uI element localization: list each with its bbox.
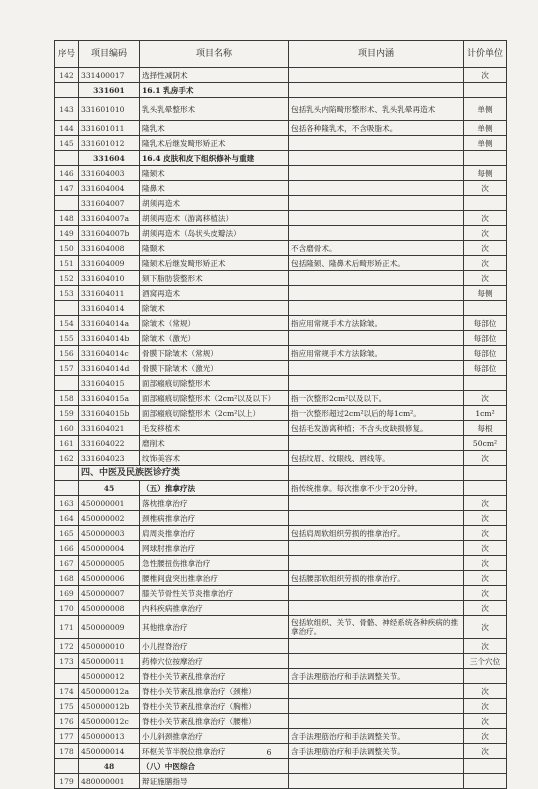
cell-item-content: 不含磨骨术。 bbox=[289, 241, 464, 256]
cell-pricing-unit: 次 bbox=[464, 226, 507, 241]
cell-item-content bbox=[289, 684, 464, 699]
cell-serial-no: 148 bbox=[55, 211, 79, 226]
cell-pricing-unit: 每部位 bbox=[464, 316, 507, 331]
table-row bbox=[55, 436, 507, 451]
cell-item-content: 包括隆颏、隆鼻术后畸形矫正术。 bbox=[289, 256, 464, 271]
cell-pricing-unit bbox=[464, 151, 507, 166]
cell-serial-no bbox=[55, 669, 79, 684]
cell-serial-no: 166 bbox=[55, 541, 79, 556]
cell-pricing-unit: 次 bbox=[464, 256, 507, 271]
cell-item-name: 内科疾病推拿治疗 bbox=[140, 601, 289, 616]
cell-item-name: 小儿捏脊治疗 bbox=[140, 639, 289, 654]
cell-item-name: 胡须再造术（游离移植法） bbox=[140, 211, 289, 226]
cell-item-code: 450000012 bbox=[79, 669, 140, 684]
section-row bbox=[55, 151, 507, 166]
table-row bbox=[55, 729, 507, 744]
cell-item-code: 331604014a bbox=[79, 316, 140, 331]
cell-pricing-unit: 1cm² bbox=[464, 406, 507, 421]
cell-item-content bbox=[289, 699, 464, 714]
cell-item-code: 450000008 bbox=[79, 601, 140, 616]
cell-item-content: 指一次整形2cm²以及以下。 bbox=[289, 391, 464, 406]
cell-item-name: 胡须再造术（岛状头皮瓣法） bbox=[140, 226, 289, 241]
cell-item-code: 450000011 bbox=[79, 654, 140, 669]
cell-item-content bbox=[289, 361, 464, 376]
cell-item-name: 隆颏术 bbox=[140, 166, 289, 181]
cell-item-content bbox=[289, 586, 464, 601]
cell-item-name: 隆颞术 bbox=[140, 241, 289, 256]
cell-pricing-unit: 次 bbox=[464, 639, 507, 654]
cell-serial-no: 143 bbox=[55, 98, 79, 121]
cell-item-name: 隆乳术后继发畸形矫正术 bbox=[140, 136, 289, 151]
table-row bbox=[55, 331, 507, 346]
cell-item-code: 331601011 bbox=[79, 121, 140, 136]
table-row bbox=[55, 496, 507, 511]
cell-serial-no: 146 bbox=[55, 166, 79, 181]
table-row bbox=[55, 286, 507, 301]
cell-serial-no: 153 bbox=[55, 286, 79, 301]
cell-item-name: 颈椎病推拿治疗 bbox=[140, 511, 289, 526]
cell-item-content bbox=[289, 714, 464, 729]
cell-serial-no: 162 bbox=[55, 451, 79, 466]
table-row bbox=[55, 301, 507, 316]
cell-pricing-unit: 次 bbox=[464, 699, 507, 714]
cell-item-name: （五）推拿疗法 bbox=[140, 481, 289, 496]
cell-item-name: 骨膜下除皱术（激光） bbox=[140, 361, 289, 376]
table-row bbox=[55, 391, 507, 406]
cell-serial-no: 142 bbox=[55, 68, 79, 83]
cell-serial-no: 173 bbox=[55, 654, 79, 669]
cell-item-code: 480000001 bbox=[79, 774, 140, 789]
cell-item-content bbox=[289, 759, 464, 774]
cell-serial-no: 150 bbox=[55, 241, 79, 256]
table-row bbox=[55, 541, 507, 556]
cell-item-code: 331604004 bbox=[79, 181, 140, 196]
cell-item-content: 含手法理筋治疗和手法调整关节。 bbox=[289, 729, 464, 744]
cell-item-content bbox=[289, 601, 464, 616]
cell-item-name: 辩证施膳指导 bbox=[140, 774, 289, 789]
cell-item-name: 网球肘推拿治疗 bbox=[140, 541, 289, 556]
cell-item-code: 331601012 bbox=[79, 136, 140, 151]
cell-pricing-unit: 次 bbox=[464, 241, 507, 256]
cell-item-name: 选择性减阴术 bbox=[140, 68, 289, 83]
table-row bbox=[55, 616, 507, 639]
cell-item-content: 包括软组织、关节、骨骼、神经系统各种疾病的推拿治疗。 bbox=[289, 616, 464, 639]
table-row bbox=[55, 376, 507, 391]
cell-pricing-unit: 50cm² bbox=[464, 436, 507, 451]
cell-item-name: 其他推拿治疗 bbox=[140, 616, 289, 639]
cell-category-title: 四、中医及民族医诊疗类 bbox=[79, 466, 289, 481]
cell-item-content bbox=[289, 774, 464, 789]
cell-pricing-unit: 每部位 bbox=[464, 346, 507, 361]
cell-serial-no: 169 bbox=[55, 586, 79, 601]
table-row bbox=[55, 241, 507, 256]
cell-item-name: 隆颏术后继发畸形矫正术 bbox=[140, 256, 289, 271]
cell-item-content: 包括腰部软组织劳损的推拿治疗。 bbox=[289, 571, 464, 586]
cell-pricing-unit: 次 bbox=[464, 601, 507, 616]
cell-serial-no bbox=[55, 759, 79, 774]
cell-item-code: 331400017 bbox=[79, 68, 140, 83]
cell-item-code: 331604003 bbox=[79, 166, 140, 181]
cell-item-code: 331604 bbox=[79, 151, 140, 166]
cell-serial-no: 163 bbox=[55, 496, 79, 511]
header-serial-no: 序号 bbox=[55, 41, 79, 68]
cell-serial-no: 155 bbox=[55, 331, 79, 346]
cell-pricing-unit: 每部位 bbox=[464, 331, 507, 346]
table-row bbox=[55, 601, 507, 616]
cell-serial-no: 167 bbox=[55, 556, 79, 571]
cell-item-name: 除皱术（激光） bbox=[140, 331, 289, 346]
cell-pricing-unit: 单侧 bbox=[464, 136, 507, 151]
cell-pricing-unit: 每侧 bbox=[464, 166, 507, 181]
cell-pricing-unit: 次 bbox=[464, 684, 507, 699]
cell-item-content: 指传统推拿。每次推拿不少于20分钟。 bbox=[289, 481, 464, 496]
cell-item-content bbox=[289, 556, 464, 571]
table-row bbox=[55, 639, 507, 654]
cell-item-content bbox=[289, 654, 464, 669]
cell-serial-no bbox=[55, 301, 79, 316]
cell-pricing-unit bbox=[464, 196, 507, 211]
cell-item-code: 331604015b bbox=[79, 406, 140, 421]
cell-item-content bbox=[289, 211, 464, 226]
cell-item-code: 450000002 bbox=[79, 511, 140, 526]
cell-item-code: 450000005 bbox=[79, 556, 140, 571]
cell-pricing-unit: 每部位 bbox=[464, 361, 507, 376]
table-row bbox=[55, 316, 507, 331]
cell-pricing-unit bbox=[464, 774, 507, 789]
cell-item-name: 膝关节骨性关节炎推拿治疗 bbox=[140, 586, 289, 601]
cell-item-code: 45 bbox=[79, 481, 140, 496]
cell-item-code: 331604014c bbox=[79, 346, 140, 361]
cell-item-name: 隆乳术 bbox=[140, 121, 289, 136]
cell-serial-no: 165 bbox=[55, 526, 79, 541]
table-row bbox=[55, 526, 507, 541]
cell-item-name: 毛发移植术 bbox=[140, 421, 289, 436]
cell-item-content bbox=[289, 271, 464, 286]
table-row bbox=[55, 774, 507, 789]
table-row bbox=[55, 181, 507, 196]
table-row bbox=[55, 571, 507, 586]
table-row bbox=[55, 136, 507, 151]
cell-serial-no bbox=[55, 481, 79, 496]
table-row bbox=[55, 256, 507, 271]
section-row bbox=[55, 481, 507, 496]
table-row bbox=[55, 421, 507, 436]
table-row bbox=[55, 166, 507, 181]
cell-item-code: 450000004 bbox=[79, 541, 140, 556]
cell-serial-no: 172 bbox=[55, 639, 79, 654]
cell-item-content bbox=[289, 541, 464, 556]
cell-item-code: 331604010 bbox=[79, 271, 140, 286]
cell-serial-no: 161 bbox=[55, 436, 79, 451]
cell-serial-no bbox=[55, 83, 79, 98]
cell-item-code: 331604011 bbox=[79, 286, 140, 301]
cell-item-content bbox=[289, 83, 464, 98]
cell-pricing-unit: 次 bbox=[464, 729, 507, 744]
cell-pricing-unit: 次 bbox=[464, 271, 507, 286]
cell-item-content bbox=[289, 511, 464, 526]
header-item-name: 项目名称 bbox=[140, 41, 289, 68]
cell-pricing-unit bbox=[464, 301, 507, 316]
cell-serial-no: 171 bbox=[55, 616, 79, 639]
cell-serial-no: 164 bbox=[55, 511, 79, 526]
cell-item-name: 急性腰扭伤推拿治疗 bbox=[140, 556, 289, 571]
cell-serial-no: 156 bbox=[55, 346, 79, 361]
cell-item-name: 酒窝再造术 bbox=[140, 286, 289, 301]
cell-pricing-unit bbox=[464, 376, 507, 391]
table-row bbox=[55, 451, 507, 466]
cell-serial-no: 151 bbox=[55, 256, 79, 271]
cell-item-code: 331604022 bbox=[79, 436, 140, 451]
cell-item-name: 环枢关节半脱位推拿治疗 bbox=[140, 744, 289, 759]
cell-item-code: 450000012a bbox=[79, 684, 140, 699]
cell-item-code: 331604007b bbox=[79, 226, 140, 241]
table-row bbox=[55, 121, 507, 136]
cell-serial-no: 152 bbox=[55, 271, 79, 286]
cell-item-code: 450000012c bbox=[79, 714, 140, 729]
cell-item-code: 331604014d bbox=[79, 361, 140, 376]
cell-serial-no: 154 bbox=[55, 316, 79, 331]
cell-item-content bbox=[289, 376, 464, 391]
cell-item-content bbox=[289, 286, 464, 301]
cell-item-content bbox=[289, 466, 464, 481]
cell-item-name: 面部瘢痕切除整形术 bbox=[140, 376, 289, 391]
table-row bbox=[55, 556, 507, 571]
cell-serial-no: 157 bbox=[55, 361, 79, 376]
cell-pricing-unit: 次 bbox=[464, 181, 507, 196]
cell-item-name: 磨削术 bbox=[140, 436, 289, 451]
cell-serial-no: 158 bbox=[55, 391, 79, 406]
cell-item-name: 药棒穴位按摩治疗 bbox=[140, 654, 289, 669]
cell-item-name: 颏下脂肪袋整形术 bbox=[140, 271, 289, 286]
cell-item-code: 331604007 bbox=[79, 196, 140, 211]
table-row bbox=[55, 68, 507, 83]
cell-item-code: 450000003 bbox=[79, 526, 140, 541]
cell-item-content bbox=[289, 166, 464, 181]
cell-item-code: 331601 bbox=[79, 83, 140, 98]
cell-pricing-unit bbox=[464, 759, 507, 774]
header-item-content: 项目内涵 bbox=[289, 41, 464, 68]
cell-pricing-unit: 次 bbox=[464, 571, 507, 586]
cell-item-code: 48 bbox=[79, 759, 140, 774]
cell-item-name: 脊柱小关节紊乱推拿治疗（胸椎） bbox=[140, 699, 289, 714]
cell-serial-no bbox=[55, 376, 79, 391]
cell-item-name: 除皱术（常规） bbox=[140, 316, 289, 331]
cell-item-name: 面部瘢痕切除整形术（2cm²以上） bbox=[140, 406, 289, 421]
cell-item-code: 450000014 bbox=[79, 744, 140, 759]
cell-item-name: 乳头乳晕整形术 bbox=[140, 98, 289, 121]
cell-item-content bbox=[289, 301, 464, 316]
cell-pricing-unit: 次 bbox=[464, 586, 507, 601]
cell-item-code: 450000009 bbox=[79, 616, 140, 639]
cell-pricing-unit: 次 bbox=[464, 526, 507, 541]
cell-item-code: 331604008 bbox=[79, 241, 140, 256]
table-row bbox=[55, 511, 507, 526]
section-row bbox=[55, 83, 507, 98]
cell-serial-no: 179 bbox=[55, 774, 79, 789]
cell-serial-no bbox=[55, 196, 79, 211]
cell-pricing-unit: 次 bbox=[464, 451, 507, 466]
cell-pricing-unit bbox=[464, 466, 507, 481]
cell-pricing-unit: 次 bbox=[464, 714, 507, 729]
cell-item-name: 肩周炎推拿治疗 bbox=[140, 526, 289, 541]
cell-item-content bbox=[289, 151, 464, 166]
cell-item-content bbox=[289, 226, 464, 241]
cell-item-code: 331604014 bbox=[79, 301, 140, 316]
cell-item-name: 纹饰美容术 bbox=[140, 451, 289, 466]
cell-item-code: 331604007a bbox=[79, 211, 140, 226]
cell-pricing-unit bbox=[464, 481, 507, 496]
cell-item-code: 331601010 bbox=[79, 98, 140, 121]
table-row bbox=[55, 346, 507, 361]
cell-item-name: 隆鼻术 bbox=[140, 181, 289, 196]
cell-item-name: 腰椎间盘突出推拿治疗 bbox=[140, 571, 289, 586]
cell-pricing-unit: 次 bbox=[464, 211, 507, 226]
cell-serial-no: 160 bbox=[55, 421, 79, 436]
table-row bbox=[55, 714, 507, 729]
cell-pricing-unit: 次 bbox=[464, 744, 507, 759]
cell-item-name: 脊柱小关节紊乱推拿治疗（腰椎） bbox=[140, 714, 289, 729]
cell-pricing-unit: 次 bbox=[464, 511, 507, 526]
cell-pricing-unit: 次 bbox=[464, 391, 507, 406]
cell-item-code: 331604021 bbox=[79, 421, 140, 436]
cell-item-name: （八）中医综合 bbox=[140, 759, 289, 774]
table-header-row bbox=[55, 41, 507, 68]
cell-pricing-unit: 次 bbox=[464, 68, 507, 83]
cell-pricing-unit: 次 bbox=[464, 541, 507, 556]
cell-item-name: 骨膜下除皱术（常规） bbox=[140, 346, 289, 361]
cell-item-name: 除皱术 bbox=[140, 301, 289, 316]
cell-serial-no: 170 bbox=[55, 601, 79, 616]
cell-item-code: 331604015 bbox=[79, 376, 140, 391]
cell-serial-no: 168 bbox=[55, 571, 79, 586]
cell-pricing-unit bbox=[464, 83, 507, 98]
cell-item-name: 胡须再造术 bbox=[140, 196, 289, 211]
cell-item-content: 指一次整形超过2cm²以后的每1cm²。 bbox=[289, 406, 464, 421]
cell-item-name: 16.1 乳房手术 bbox=[140, 83, 289, 98]
cell-item-content bbox=[289, 136, 464, 151]
table-row bbox=[55, 586, 507, 601]
fee-schedule-sheet bbox=[54, 40, 506, 789]
table-body bbox=[55, 68, 507, 789]
cell-pricing-unit: 次 bbox=[464, 556, 507, 571]
cell-item-content: 指应用常规手术方法除皱。 bbox=[289, 316, 464, 331]
cell-item-name: 脊柱小关节紊乱推拿治疗（颈椎） bbox=[140, 684, 289, 699]
cell-item-name: 脊柱小关节紊乱推拿治疗 bbox=[140, 669, 289, 684]
cell-item-name: 小儿斜颈推拿治疗 bbox=[140, 729, 289, 744]
cell-item-content bbox=[289, 196, 464, 211]
cell-item-content bbox=[289, 181, 464, 196]
cell-item-content: 包括毛发游离种植；不含头皮缺损修复。 bbox=[289, 421, 464, 436]
cell-serial-no bbox=[55, 151, 79, 166]
cell-pricing-unit: 每根 bbox=[464, 421, 507, 436]
cell-item-code: 450000006 bbox=[79, 571, 140, 586]
category-row bbox=[55, 466, 507, 481]
cell-item-content: 包括纹眉、纹眼线、唇线等。 bbox=[289, 451, 464, 466]
cell-serial-no: 144 bbox=[55, 121, 79, 136]
cell-serial-no: 177 bbox=[55, 729, 79, 744]
cell-item-content: 包括乳头内陷畸形整形术、乳头乳晕再造术 bbox=[289, 98, 464, 121]
cell-pricing-unit: 每侧 bbox=[464, 286, 507, 301]
table-row bbox=[55, 669, 507, 684]
cell-item-code: 450000007 bbox=[79, 586, 140, 601]
cell-item-name: 16.4 皮肤和皮下组织修补与重建 bbox=[140, 151, 289, 166]
cell-item-name: 面部瘢痕切除整形术（2cm²以及以下） bbox=[140, 391, 289, 406]
cell-item-code: 450000010 bbox=[79, 639, 140, 654]
cell-pricing-unit: 单侧 bbox=[464, 121, 507, 136]
cell-serial-no: 145 bbox=[55, 136, 79, 151]
section-row bbox=[55, 759, 507, 774]
fee-schedule-table bbox=[54, 40, 507, 789]
table-row bbox=[55, 684, 507, 699]
cell-pricing-unit: 三个穴位 bbox=[464, 654, 507, 669]
cell-item-code: 450000001 bbox=[79, 496, 140, 511]
cell-item-code: 331604009 bbox=[79, 256, 140, 271]
cell-pricing-unit: 单侧 bbox=[464, 98, 507, 121]
table-row bbox=[55, 406, 507, 421]
cell-serial-no bbox=[55, 466, 79, 481]
table-row bbox=[55, 196, 507, 211]
cell-item-content bbox=[289, 639, 464, 654]
cell-item-code: 450000013 bbox=[79, 729, 140, 744]
header-item-code: 项目编码 bbox=[79, 41, 140, 68]
cell-item-content: 含手法理筋治疗和手法调整关节。 bbox=[289, 744, 464, 759]
header-pricing-unit: 计价单位 bbox=[464, 41, 507, 68]
cell-item-content bbox=[289, 436, 464, 451]
cell-item-code: 331604014b bbox=[79, 331, 140, 346]
cell-item-content bbox=[289, 68, 464, 83]
table-row bbox=[55, 226, 507, 241]
table-row bbox=[55, 98, 507, 121]
table-row bbox=[55, 361, 507, 376]
cell-serial-no: 174 bbox=[55, 684, 79, 699]
cell-item-content: 包括肩周软组织劳损的推拿治疗。 bbox=[289, 526, 464, 541]
cell-pricing-unit: 次 bbox=[464, 616, 507, 639]
table-row bbox=[55, 271, 507, 286]
cell-item-content: 指应用常规手术方法除皱。 bbox=[289, 346, 464, 361]
cell-item-name: 落枕推拿治疗 bbox=[140, 496, 289, 511]
cell-serial-no: 159 bbox=[55, 406, 79, 421]
cell-serial-no: 178 bbox=[55, 744, 79, 759]
cell-item-code: 331604023 bbox=[79, 451, 140, 466]
page-number: 6 bbox=[266, 748, 272, 757]
cell-serial-no: 147 bbox=[55, 181, 79, 196]
cell-item-content bbox=[289, 331, 464, 346]
cell-pricing-unit bbox=[464, 669, 507, 684]
cell-serial-no: 176 bbox=[55, 714, 79, 729]
cell-item-content: 包括各种隆乳术，不含吸脂术。 bbox=[289, 121, 464, 136]
cell-serial-no: 149 bbox=[55, 226, 79, 241]
table-row bbox=[55, 211, 507, 226]
cell-item-content: 含手法理筋治疗和手法调整关节。 bbox=[289, 669, 464, 684]
table-row bbox=[55, 699, 507, 714]
table-row bbox=[55, 654, 507, 669]
cell-item-content bbox=[289, 496, 464, 511]
cell-item-code: 450000012b bbox=[79, 699, 140, 714]
cell-pricing-unit: 次 bbox=[464, 496, 507, 511]
cell-item-code: 331604015a bbox=[79, 391, 140, 406]
cell-serial-no: 175 bbox=[55, 699, 79, 714]
